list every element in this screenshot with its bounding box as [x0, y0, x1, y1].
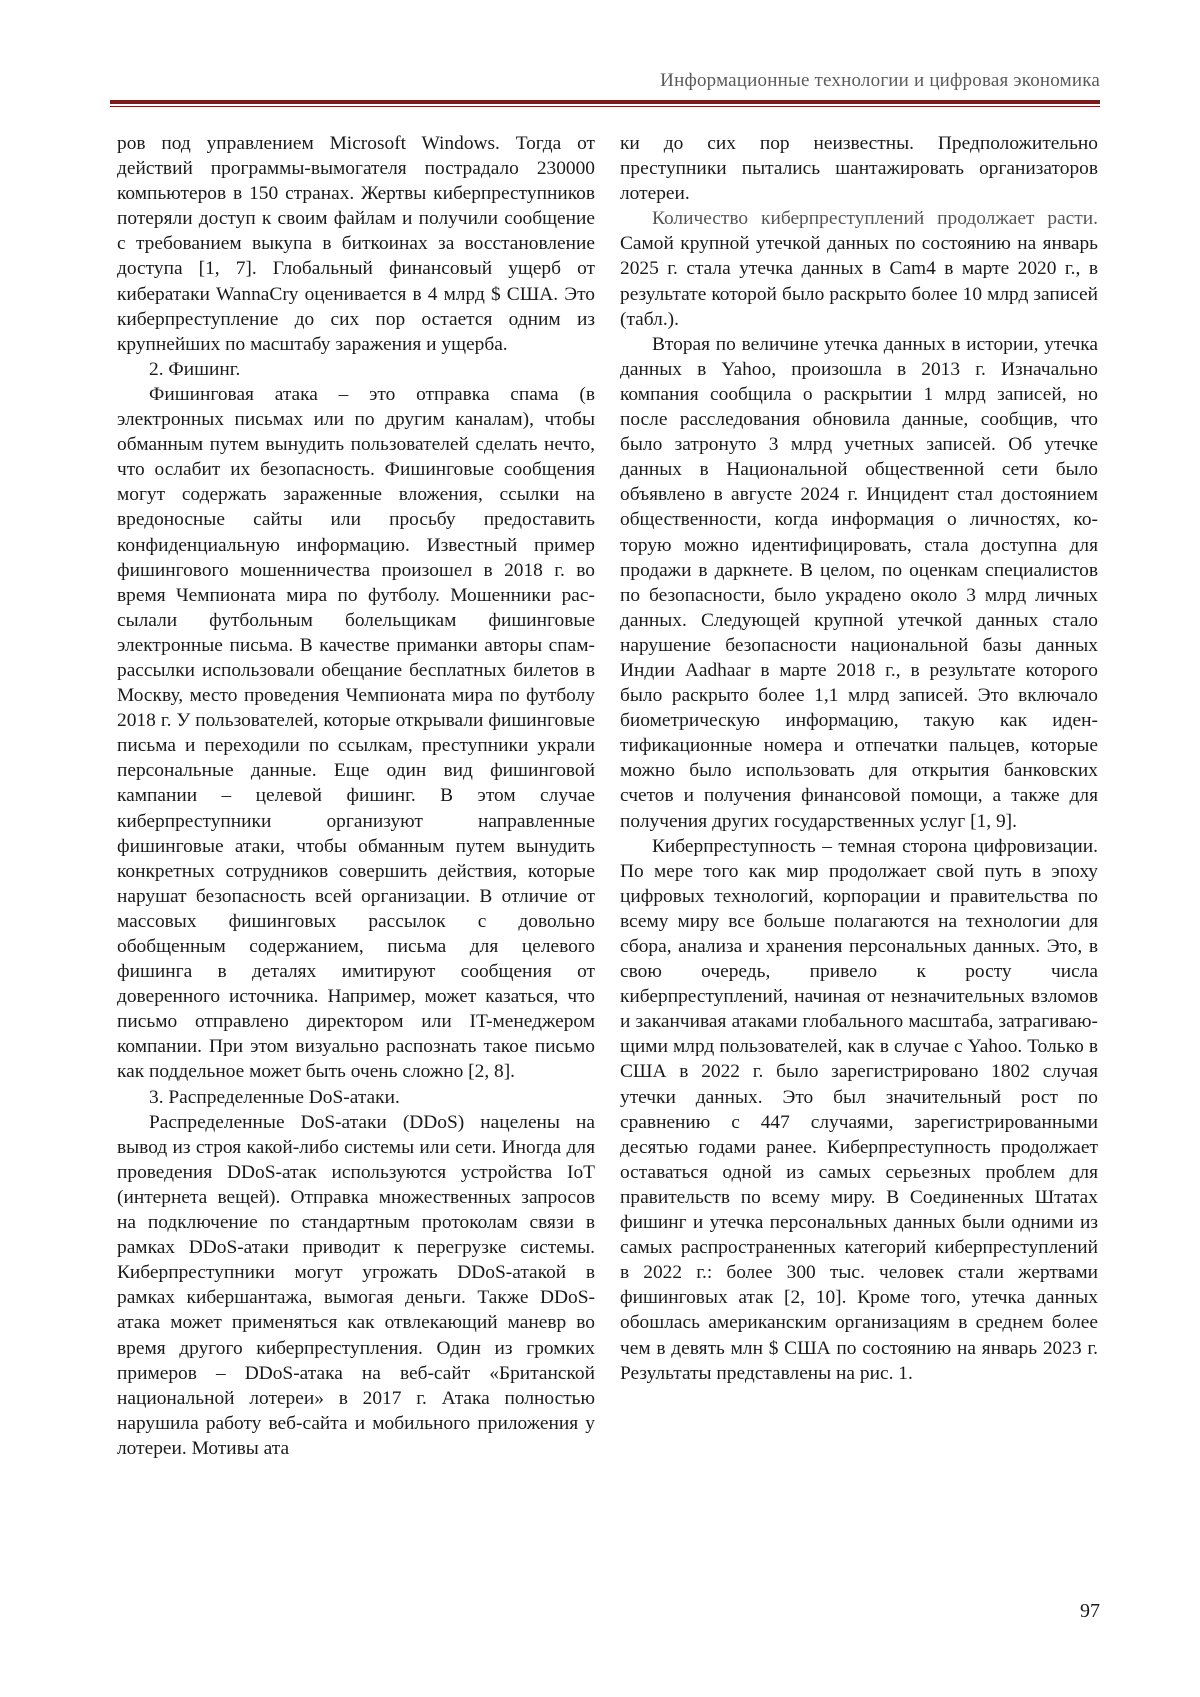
- section-heading-ddos: 3. Распределенные DoS-атаки.: [149, 1086, 400, 1108]
- paragraph-cybercrime-digitalization: Киберпреступность – темная сторона цифровизации. По мере того как мир продолжает свой путь в эпоху цифровых технологий, корпорации и правительства по всему миру все больше полагаются на технологии для сбора, анализа и хранения персональных данных. Это, в свою очередь, привело к росту числа киберпреступлений, начиная от незначительных взломов и заканчивая атаками глобального масштаба, затрагивающими млрд пользователей, как в случае с Yahoo. Только в США в 2022 г. было зарегистрировано 1802 случая утечки данных. Это был значительный рост по сравнению с 447 случаями, зарегистрированными десятью годами ранее. Киберпреступность продолжает оставаться одной из самых серьезных проблем для правительств по всему миру. В Соединенных Штатах фишинг и утечка персональных данных были одними из самых распространенных категорий киберпреступлений в 2022 г.: более 300 тыс. человек стали жертвами фишинговых атак [2, 10]. Кроме того, утечка данных обошлась американским организациям в среднем более чем в девять млн $ США по состоянию на январь 2023 г. Результаты представлены на рис. 1.: [620, 835, 1098, 1384]
- cam4-leak-text: Самой крупной утечкой данных по состоянию на январь 2025 г. стала утечка данных в Cam4 в марте 2020 г., в результате которой было раскрыто более 10 млрд записей (табл.).: [620, 233, 1098, 330]
- paragraph-yahoo-aadhaar: Вторая по величине утечка данных в истории, утечка данных в Yahoo, произошла в 2013 г. Изначально компания сообщила о раскрытии 1 млрд записей, но после расследования обновила данные, сообщив, что было затронуто 3 млрд учетных записей. Об утечке данных в Национальной общественной сети было объявлено в августе 2024 г. Инцидент стал достоянием общественности, когда информация о личностях, которую можно идентифицировать, стала доступна для продажи в даркнете. В целом, по оценкам специалистов по безопасности, было украдено около 3 млрд личных данных. Следующей крупной утечкой данных стало нарушение безопасности национальной базы данных Индии Aadhaar в марте 2018 г., в результате которого было раскрыто более 1,1 млрд записей. Это включало биометрическую информацию, такую как идентификационные номера и отпечатки пальцев, которые можно было использовать для открытия банковских счетов и получения финансовой помощи, а также для получения других государственных услуг [1, 9].: [620, 333, 1098, 832]
- left-column: [117, 131, 595, 1461]
- paragraph-ddos: Распределенные DoS-атаки (DDoS) нацелены на вывод из строя какой-либо системы или сети. Иногда для проведения DDoS-атак используются устройства IoT (интернета вещей). Отправка множественных запросов на подключение по стандартным протоколам связи в рамках DDoS-атаки приводит к перегрузке системы. Киберпреступники могут угрожать DDoS-атакой в рамках кибершантажа, вымогая деньги. Также DDoS-атака может применяться как отвлекающий маневр во время другого киберпреступления. Один из громких примеров – DDoS-атака на веб-сайт «Британской национальной лотереи» в 2017 г. Атака полностью нарушила работу веб-сайта и мобильного приложения у лотереи. Мотивы ата: [117, 1111, 595, 1459]
- subheading-crime-growth: Количество киберпреступлений продолжает расти.: [652, 208, 1098, 230]
- header-rule-thick: [110, 100, 1100, 104]
- header-rule-thin: [110, 106, 1100, 107]
- running-header: Информационные технологии и цифровая экономика: [660, 70, 1100, 91]
- paragraph-wannacry-continued: ров под управлением Microsoft Windows. Тогда от действий программы-вымогателя пострадало 230000 компьютеров в 150 странах. Жертвы киберпреступников потеряли доступ к своим файлам и получили сообщение с требованием выкупа в биткоинах за восстановление доступа [1, 7]. Глобальный финансовый ущерб от кибератаки WannaCry оценивается в 4 млрд $ США. Это киберпреступление до сих пор остается одним из крупнейших по масштабу заражения и ущерба.: [117, 133, 595, 355]
- paragraph-cam4-leak: [620, 206, 1098, 331]
- section-heading-phishing: 2. Фишинг.: [149, 358, 241, 380]
- page-number: 97: [1080, 1600, 1100, 1622]
- paragraph-phishing: Фишинговая атака – это отправка спама (в электронных письмах или по другим каналам), чтобы обманным путем вынудить пользователей сделать нечто, что ослабит их безопасность. Фишинговые сообщения могут содержать зараженные вложения, ссылки на вредоносные сайты или просьбу предоставить конфиденциальную информацию. Известный пример фишингового мошенничества произошел в 2018 г. во время Чемпионата мира по футболу. Мошенники рассылали футбольным болельщикам фишинговые электронные письма. В качестве приманки авторы спам-рассылки использовали обещание бесплатных билетов в Москву, место проведения Чемпионата мира по футболу 2018 г. У пользователей, которые открывали фишинговые письма и переходили по ссылкам, преступники украли персональные данные. Еще один вид фишинговой кампании – целевой фишинг. В этом случае киберпреступники организуют направленные фишинговые атаки, чтобы обманным путем вынудить конкретных сотрудников совершить действия, которые нарушат безопасность всей организации. В отличие от массовых фишинговых рассылок с довольно обобщенным содержанием, письма для целевого фишинга в деталях имитируют сообщения от доверенного источника. Например, может казаться, что письмо отправлено директором или IT-менеджером компании. При этом визуально распознать такое письмо как поддельное может быть очень сложно [2, 8].: [117, 383, 595, 1083]
- paragraph-lottery-continued: ки до сих пор неизвестны. Предположительно преступники пытались шантажировать организаторов лотереи.: [620, 133, 1098, 205]
- right-column: [620, 131, 1098, 1386]
